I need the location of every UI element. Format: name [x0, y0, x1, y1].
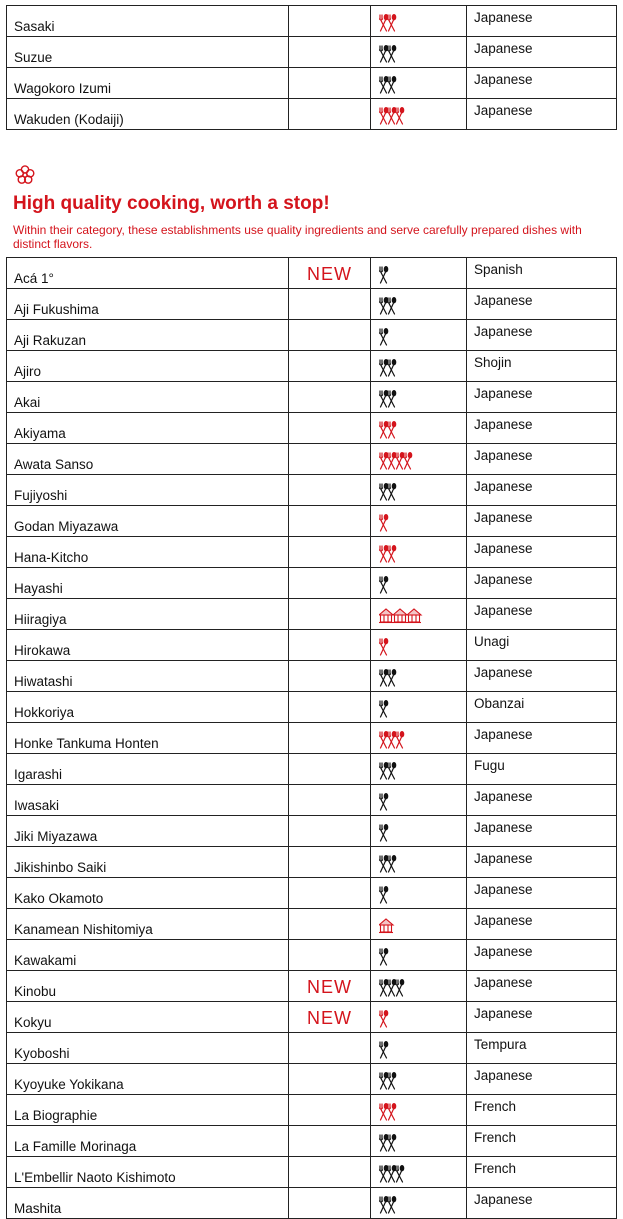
comfort-rating-cell	[371, 99, 467, 130]
fork-spoon-icon-group	[379, 545, 466, 563]
comfort-rating-cell	[371, 1095, 467, 1126]
cuisine-cell	[467, 785, 617, 816]
restaurant-name-cell	[7, 568, 289, 599]
restaurant-name: La Famille Morinaga	[14, 1139, 137, 1154]
fork-spoon-icon-group	[379, 700, 466, 718]
new-badge-cell	[289, 1126, 371, 1157]
cuisine-type: Japanese	[474, 944, 533, 959]
restaurant-name: Kyoyuke Yokikana	[14, 1077, 124, 1092]
cuisine-cell	[467, 847, 617, 878]
cuisine-type: Japanese	[474, 417, 533, 432]
cuisine-type: French	[474, 1161, 517, 1176]
fork-spoon-icon-group	[379, 483, 466, 501]
cuisine-cell	[467, 1033, 617, 1064]
cuisine-type: French	[474, 1099, 517, 1114]
restaurant-table-main	[6, 257, 617, 1219]
new-badge-cell	[289, 475, 371, 506]
table-row	[7, 692, 617, 723]
comfort-rating-cell	[371, 351, 467, 382]
restaurant-name: Kawakami	[14, 953, 77, 968]
comfort-rating-cell	[371, 413, 467, 444]
restaurant-name-cell	[7, 816, 289, 847]
new-badge-cell	[289, 1095, 371, 1126]
restaurant-name: Igarashi	[14, 767, 63, 782]
cuisine-type: Japanese	[474, 1068, 533, 1083]
restaurant-name: Iwasaki	[14, 798, 60, 813]
cuisine-type: Japanese	[474, 665, 533, 680]
new-badge-cell	[289, 692, 371, 723]
new-badge-cell	[289, 289, 371, 320]
cuisine-cell	[467, 351, 617, 382]
restaurant-name: Suzue	[14, 50, 53, 65]
comfort-rating-cell	[371, 599, 467, 630]
new-badge-cell	[289, 754, 371, 785]
new-badge-cell	[289, 68, 371, 99]
cuisine-type: Japanese	[474, 789, 533, 804]
restaurant-name-cell	[7, 506, 289, 537]
fork-spoon-icon-group	[379, 731, 466, 749]
cuisine-type: Fugu	[474, 758, 505, 773]
comfort-rating-cell	[371, 1033, 467, 1064]
cuisine-type: Unagi	[474, 634, 510, 649]
fork-spoon-icon-group	[379, 14, 466, 32]
restaurant-name-cell	[7, 475, 289, 506]
cuisine-type: Japanese	[474, 324, 533, 339]
cuisine-type: Japanese	[474, 103, 533, 118]
comfort-rating-cell	[371, 37, 467, 68]
cuisine-cell	[467, 661, 617, 692]
fork-spoon-icon-group	[379, 1041, 466, 1059]
new-badge-cell	[289, 940, 371, 971]
new-badge-cell	[289, 723, 371, 754]
fork-spoon-icon-group	[379, 886, 466, 904]
new-badge-cell	[289, 816, 371, 847]
cuisine-type: Japanese	[474, 386, 533, 401]
cuisine-type: Japanese	[474, 913, 533, 928]
new-badge-cell	[289, 1033, 371, 1064]
fork-spoon-icon-group	[379, 514, 466, 532]
comfort-rating-cell	[371, 568, 467, 599]
restaurant-name-cell	[7, 351, 289, 382]
comfort-rating-cell	[371, 506, 467, 537]
comfort-rating-cell	[371, 692, 467, 723]
cuisine-cell	[467, 289, 617, 320]
cuisine-cell	[467, 723, 617, 754]
ryokan-house-icon-group	[379, 917, 466, 935]
cuisine-type: Japanese	[474, 448, 533, 463]
cuisine-cell	[467, 258, 617, 289]
fork-spoon-icon-group	[379, 762, 466, 780]
restaurant-name-cell	[7, 1188, 289, 1219]
new-badge-cell	[289, 351, 371, 382]
restaurant-table-top	[6, 5, 617, 130]
restaurant-name: Hiiragiya	[14, 612, 67, 627]
fork-spoon-icon-group	[379, 979, 466, 997]
table-row	[7, 506, 617, 537]
comfort-rating-cell	[371, 971, 467, 1002]
table-row	[7, 1095, 617, 1126]
restaurant-name: Wakuden (Kodaiji)	[14, 112, 124, 127]
table-row	[7, 568, 617, 599]
cuisine-cell	[467, 692, 617, 723]
fork-spoon-icon-group	[379, 948, 466, 966]
new-badge-cell	[289, 444, 371, 475]
table-row	[7, 1157, 617, 1188]
restaurant-name-cell	[7, 1064, 289, 1095]
restaurant-name-cell	[7, 320, 289, 351]
fork-spoon-icon-group	[379, 638, 466, 656]
table-row	[7, 1064, 617, 1095]
fork-spoon-icon-group	[379, 359, 466, 377]
new-badge-cell	[289, 847, 371, 878]
new-badge-cell	[289, 1188, 371, 1219]
cuisine-type: Japanese	[474, 1192, 533, 1207]
new-badge-cell	[289, 599, 371, 630]
restaurant-name: Akai	[14, 395, 41, 410]
fork-spoon-icon-group	[379, 266, 466, 284]
comfort-rating-cell	[371, 630, 467, 661]
table-row	[7, 99, 617, 130]
cuisine-type: Japanese	[474, 727, 533, 742]
table-row	[7, 661, 617, 692]
cuisine-cell	[467, 630, 617, 661]
new-badge-cell	[289, 909, 371, 940]
fork-spoon-icon-group	[379, 452, 466, 470]
cuisine-cell	[467, 971, 617, 1002]
restaurant-name: Kako Okamoto	[14, 891, 104, 906]
cuisine-type: Japanese	[474, 820, 533, 835]
cuisine-cell	[467, 599, 617, 630]
table-row	[7, 68, 617, 99]
cuisine-cell	[467, 1064, 617, 1095]
new-badge-cell	[289, 382, 371, 413]
table-row	[7, 630, 617, 661]
cuisine-type: Japanese	[474, 10, 533, 25]
restaurant-name-cell	[7, 785, 289, 816]
fork-spoon-icon-group	[379, 297, 466, 315]
cuisine-cell	[467, 99, 617, 130]
restaurant-name-cell	[7, 289, 289, 320]
fork-spoon-icon-group	[379, 824, 466, 842]
restaurant-name: Hana-Kitcho	[14, 550, 89, 565]
restaurant-name: Jikishinbo Saiki	[14, 860, 107, 875]
cuisine-type: Japanese	[474, 975, 533, 990]
new-badge: NEW	[307, 977, 352, 997]
comfort-rating-cell	[371, 785, 467, 816]
comfort-rating-cell	[371, 475, 467, 506]
new-badge-cell	[289, 1064, 371, 1095]
new-badge-cell	[289, 537, 371, 568]
comfort-rating-cell	[371, 661, 467, 692]
cuisine-cell	[467, 444, 617, 475]
new-badge-cell	[289, 99, 371, 130]
cuisine-type: Japanese	[474, 851, 533, 866]
table-row	[7, 351, 617, 382]
new-badge-cell	[289, 1157, 371, 1188]
restaurant-name: Mashita	[14, 1201, 62, 1216]
cuisine-cell	[467, 475, 617, 506]
cuisine-cell	[467, 1002, 617, 1033]
new-badge-cell	[289, 878, 371, 909]
table-row	[7, 1033, 617, 1064]
fork-spoon-icon-group	[379, 1103, 466, 1121]
fork-spoon-icon-group	[379, 328, 466, 346]
new-badge-cell	[289, 630, 371, 661]
restaurant-name-cell	[7, 723, 289, 754]
restaurant-name: Hiwatashi	[14, 674, 73, 689]
restaurant-name-cell	[7, 692, 289, 723]
cuisine-cell	[467, 37, 617, 68]
fork-spoon-icon-group	[379, 421, 466, 439]
restaurant-name-cell	[7, 382, 289, 413]
cuisine-cell	[467, 537, 617, 568]
table-row	[7, 1126, 617, 1157]
cuisine-cell	[467, 940, 617, 971]
restaurant-name: Aji Rakuzan	[14, 333, 87, 348]
cuisine-type: Japanese	[474, 1006, 533, 1021]
table-row	[7, 878, 617, 909]
table-row	[7, 37, 617, 68]
restaurant-name: Kinobu	[14, 984, 57, 999]
new-badge-cell	[289, 6, 371, 37]
cuisine-cell	[467, 506, 617, 537]
new-badge: NEW	[307, 1008, 352, 1028]
table-row	[7, 754, 617, 785]
comfort-rating-cell	[371, 537, 467, 568]
cuisine-type: French	[474, 1130, 517, 1145]
comfort-rating-cell	[371, 382, 467, 413]
cuisine-type: Japanese	[474, 541, 533, 556]
restaurant-name-cell	[7, 847, 289, 878]
restaurant-name-cell	[7, 537, 289, 568]
fork-spoon-icon-group	[379, 855, 466, 873]
new-badge-cell	[289, 661, 371, 692]
restaurant-name: Fujiyoshi	[14, 488, 68, 503]
restaurant-name-cell	[7, 1002, 289, 1033]
fork-spoon-icon-group	[379, 76, 466, 94]
restaurant-name-cell	[7, 1033, 289, 1064]
fork-spoon-icon-group	[379, 390, 466, 408]
restaurant-name-cell	[7, 413, 289, 444]
restaurant-name-cell	[7, 630, 289, 661]
cuisine-cell	[467, 1126, 617, 1157]
table-row	[7, 971, 617, 1002]
restaurant-name-cell	[7, 258, 289, 289]
cuisine-cell	[467, 320, 617, 351]
cuisine-type: Tempura	[474, 1037, 527, 1052]
new-badge-cell	[289, 320, 371, 351]
restaurant-name-cell	[7, 878, 289, 909]
new-badge-cell	[289, 413, 371, 444]
restaurant-name: Ajiro	[14, 364, 42, 379]
restaurant-name: Wagokoro Izumi	[14, 81, 112, 96]
comfort-rating-cell	[371, 847, 467, 878]
cuisine-type: Japanese	[474, 882, 533, 897]
comfort-rating-cell	[371, 444, 467, 475]
table-row	[7, 475, 617, 506]
restaurant-name: Honke Tankuma Honten	[14, 736, 159, 751]
cuisine-type: Japanese	[474, 72, 533, 87]
new-badge-cell	[289, 1002, 371, 1033]
restaurant-name: Akiyama	[14, 426, 66, 441]
table-row	[7, 847, 617, 878]
comfort-rating-cell	[371, 909, 467, 940]
restaurant-name: Sasaki	[14, 19, 55, 34]
table-row	[7, 382, 617, 413]
fork-spoon-icon-group	[379, 107, 466, 125]
fork-spoon-icon-group	[379, 669, 466, 687]
comfort-rating-cell	[371, 289, 467, 320]
cuisine-cell	[467, 816, 617, 847]
restaurant-name: Kokyu	[14, 1015, 52, 1030]
comfort-rating-cell	[371, 1126, 467, 1157]
restaurant-name-cell	[7, 68, 289, 99]
new-badge-cell	[289, 568, 371, 599]
restaurant-name-cell	[7, 1157, 289, 1188]
cuisine-cell	[467, 1188, 617, 1219]
cuisine-type: Spanish	[474, 262, 523, 277]
restaurant-name: Aji Fukushima	[14, 302, 99, 317]
cuisine-cell	[467, 909, 617, 940]
fork-spoon-icon-group	[379, 1072, 466, 1090]
ryokan-house-icon-group	[379, 607, 466, 625]
cuisine-cell	[467, 878, 617, 909]
restaurant-name-cell	[7, 599, 289, 630]
table-row	[7, 785, 617, 816]
restaurant-name-cell	[7, 6, 289, 37]
new-badge-cell	[289, 971, 371, 1002]
restaurant-name-cell	[7, 754, 289, 785]
cuisine-cell	[467, 68, 617, 99]
restaurant-name-cell	[7, 99, 289, 130]
restaurant-name: Awata Sanso	[14, 457, 94, 472]
restaurant-name-cell	[7, 909, 289, 940]
section-description: Within their category, these establishments use quality ingredients and serve carefully prepared dishes with distinct flavors.	[13, 223, 582, 251]
restaurant-name-cell	[7, 1095, 289, 1126]
cuisine-cell	[467, 6, 617, 37]
restaurant-name: Kyoboshi	[14, 1046, 70, 1061]
new-badge-cell	[289, 785, 371, 816]
fork-spoon-icon-group	[379, 576, 466, 594]
table-row	[7, 940, 617, 971]
restaurant-name: Jiki Miyazawa	[14, 829, 98, 844]
fork-spoon-icon-group	[379, 45, 466, 63]
comfort-rating-cell	[371, 6, 467, 37]
comfort-rating-cell	[371, 68, 467, 99]
restaurant-name-cell	[7, 940, 289, 971]
table-row	[7, 816, 617, 847]
comfort-rating-cell	[371, 754, 467, 785]
table-row	[7, 6, 617, 37]
table-row	[7, 599, 617, 630]
table-row	[7, 258, 617, 289]
section-title: High quality cooking, worth a stop!	[13, 193, 330, 214]
cuisine-type: Japanese	[474, 41, 533, 56]
table-row	[7, 723, 617, 754]
cuisine-cell	[467, 1157, 617, 1188]
comfort-rating-cell	[371, 723, 467, 754]
new-badge-cell	[289, 258, 371, 289]
comfort-rating-cell	[371, 940, 467, 971]
restaurant-name-cell	[7, 971, 289, 1002]
new-badge-cell	[289, 37, 371, 68]
fork-spoon-icon-group	[379, 1196, 466, 1214]
cuisine-cell	[467, 382, 617, 413]
table-row	[7, 909, 617, 940]
restaurant-name: L'Embellir Naoto Kishimoto	[14, 1170, 176, 1185]
restaurant-name: Acá 1°	[14, 271, 54, 286]
fork-spoon-icon-group	[379, 793, 466, 811]
cuisine-type: Obanzai	[474, 696, 525, 711]
restaurant-name: La Biographie	[14, 1108, 98, 1123]
comfort-rating-cell	[371, 320, 467, 351]
fork-spoon-icon-group	[379, 1134, 466, 1152]
table-row	[7, 413, 617, 444]
cuisine-type: Japanese	[474, 293, 533, 308]
restaurant-name: Hirokawa	[14, 643, 71, 658]
cuisine-cell	[467, 1095, 617, 1126]
restaurant-name: Godan Miyazawa	[14, 519, 119, 534]
table-row	[7, 1188, 617, 1219]
cuisine-type: Shojin	[474, 355, 512, 370]
cuisine-cell	[467, 568, 617, 599]
comfort-rating-cell	[371, 258, 467, 289]
restaurant-name: Hokkoriya	[14, 705, 75, 720]
new-badge: NEW	[307, 264, 352, 284]
restaurant-name-cell	[7, 661, 289, 692]
comfort-rating-cell	[371, 1188, 467, 1219]
restaurant-name-cell	[7, 1126, 289, 1157]
table-row	[7, 444, 617, 475]
comfort-rating-cell	[371, 878, 467, 909]
fork-spoon-icon-group	[379, 1010, 466, 1028]
new-badge-cell	[289, 506, 371, 537]
table-row	[7, 320, 617, 351]
cuisine-type: Japanese	[474, 572, 533, 587]
table-row	[7, 537, 617, 568]
restaurant-name: Hayashi	[14, 581, 63, 596]
cuisine-type: Japanese	[474, 479, 533, 494]
cuisine-type: Japanese	[474, 510, 533, 525]
restaurant-name-cell	[7, 37, 289, 68]
comfort-rating-cell	[371, 1157, 467, 1188]
cuisine-type: Japanese	[474, 603, 533, 618]
table-row	[7, 1002, 617, 1033]
table-row	[7, 289, 617, 320]
comfort-rating-cell	[371, 1064, 467, 1095]
comfort-rating-cell	[371, 1002, 467, 1033]
restaurant-name: Kanamean Nishitomiya	[14, 922, 153, 937]
comfort-rating-cell	[371, 816, 467, 847]
restaurant-name-cell	[7, 444, 289, 475]
cuisine-cell	[467, 754, 617, 785]
michelin-star-icon	[14, 164, 36, 186]
fork-spoon-icon-group	[379, 1165, 466, 1183]
cuisine-cell	[467, 413, 617, 444]
